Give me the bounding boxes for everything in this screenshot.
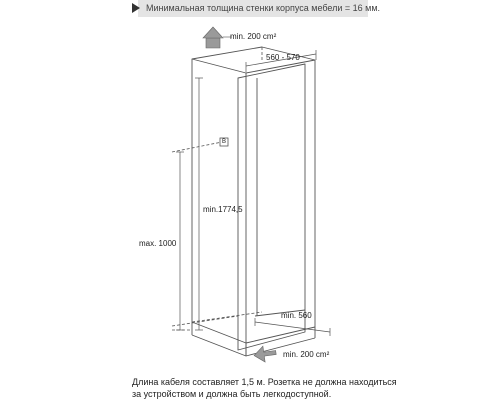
caption [132,376,412,400]
bottom-width-dimension-line [255,322,330,332]
bottom-width-label: min. 560 [281,311,312,320]
top-vent-label: min. 200 cm² [230,32,277,41]
wall-thickness-note: Минимальная толщина стенки корпуса мебели = 16 мм. [146,3,381,13]
caption-line-1: Длина кабеля составляет 1,5 м. Розетка не должна находиться [132,377,397,387]
rear-dashed-bottom [192,312,262,322]
bottom-vent-label: min. 200 cm² [283,350,330,359]
top-vent-arrow-icon [203,27,223,48]
height-min-label: min.1774,5 [203,205,243,214]
marker-label: B [222,139,227,145]
marker-leader [172,142,222,152]
height-max-label: max. 1000 [139,239,177,248]
width-range-label: 560 - 570 [266,53,300,62]
cabinet-inner-opening [238,64,305,350]
floor-dashed [172,316,238,326]
caption-line-2: за устройством и должна быть легкодоступной. [132,389,332,399]
plinth [192,322,315,343]
bottom-vent-arrow-icon [253,345,277,364]
